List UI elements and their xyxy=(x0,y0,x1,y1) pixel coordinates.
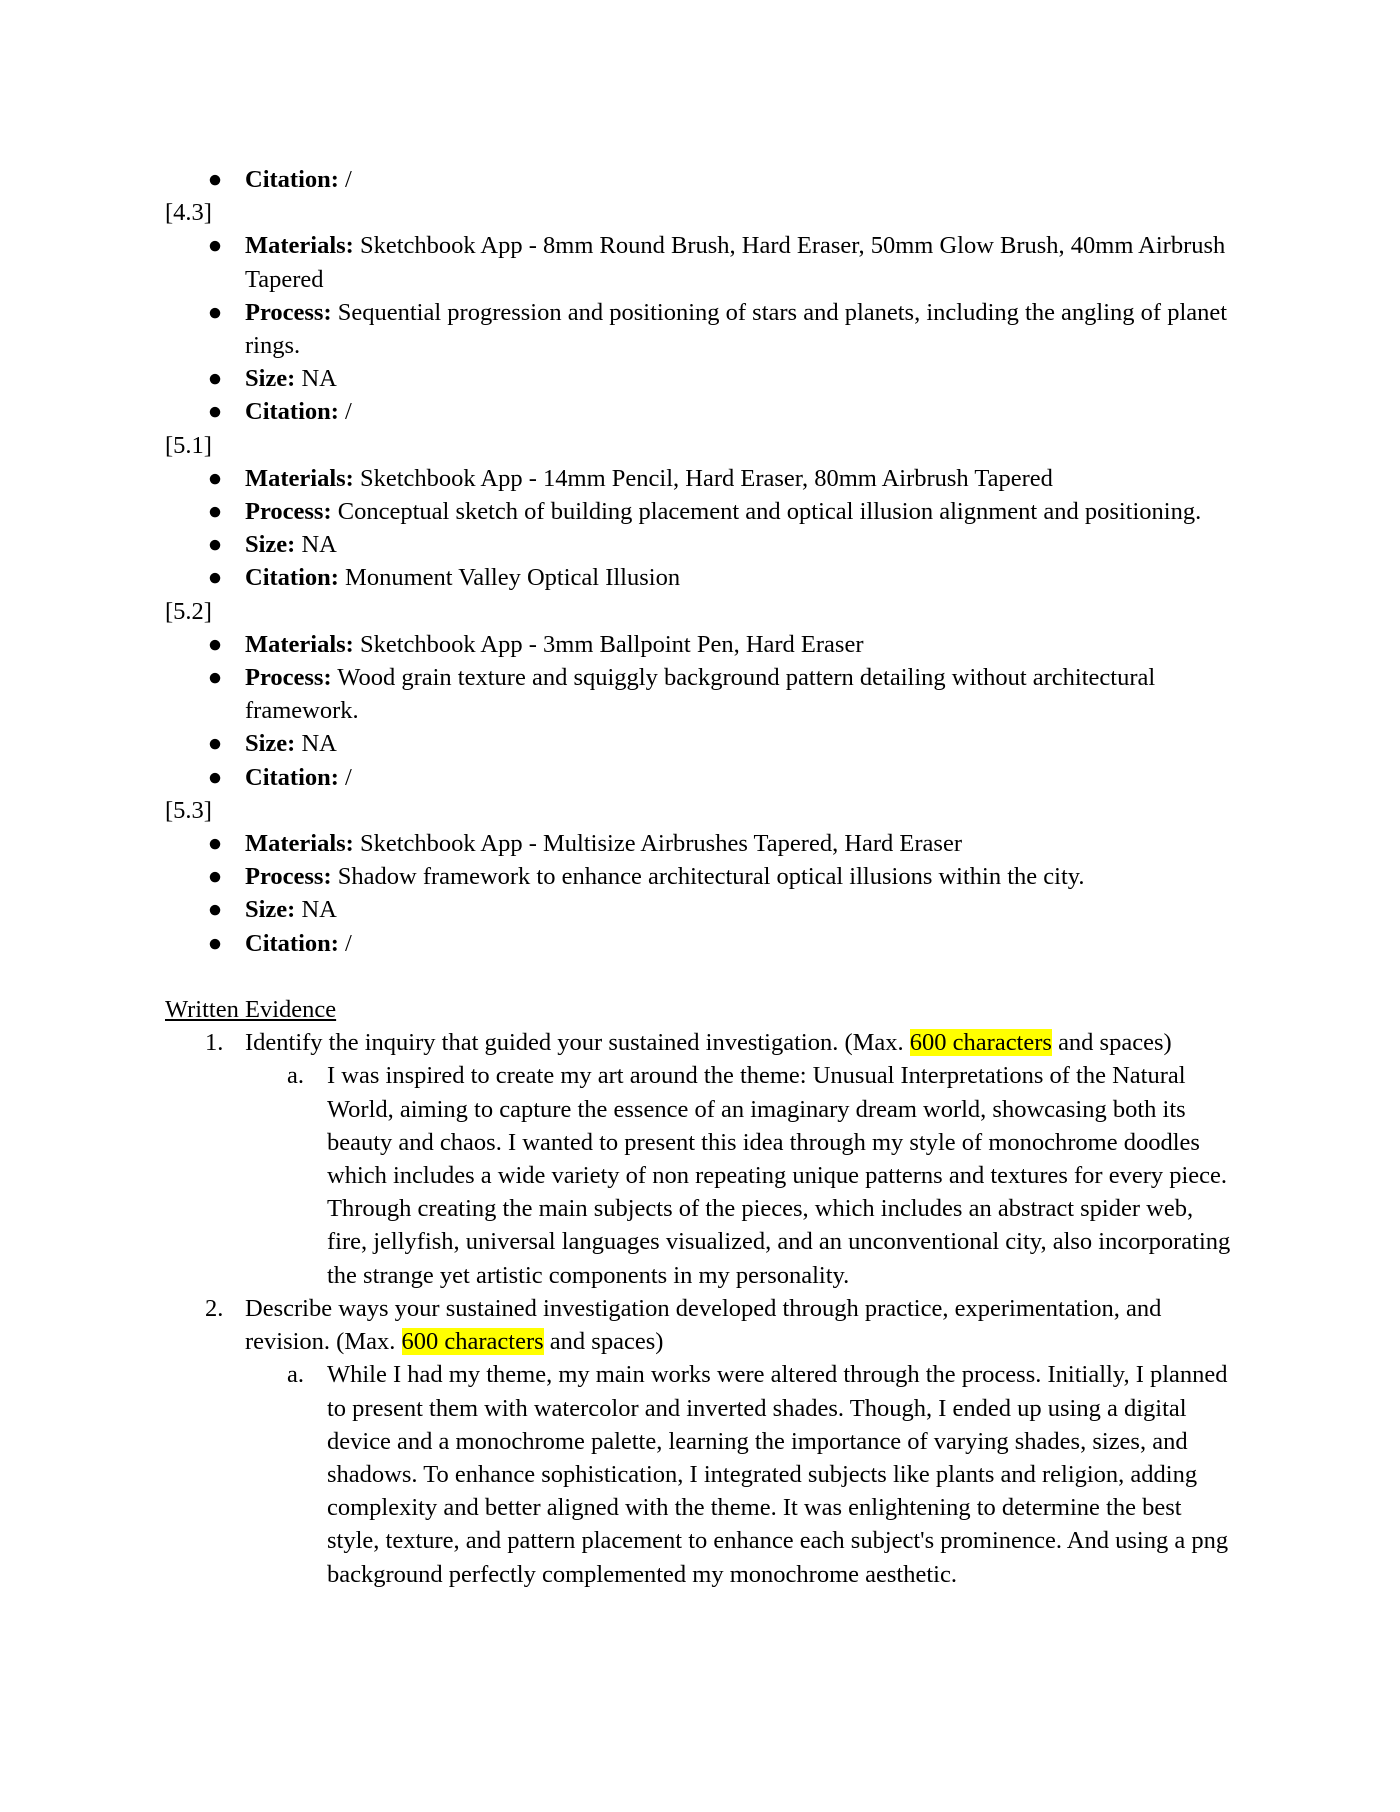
item-value: NA xyxy=(295,531,337,559)
item-key: Citation: xyxy=(245,929,339,957)
item-key: Materials: xyxy=(245,830,354,858)
entry-list xyxy=(165,462,1235,595)
question-prompt xyxy=(245,1029,1172,1056)
item-key: Citation: xyxy=(245,398,339,426)
question-number: 2. xyxy=(205,1294,224,1322)
item-value: Sketchbook App - 14mm Pencil, Hard Eraser, 80mm Airbrush Tapered xyxy=(353,464,1053,492)
bullet-icon: ● xyxy=(207,929,223,957)
entry-label: [4.3] xyxy=(165,199,212,227)
list-item xyxy=(207,661,1235,727)
bullet-icon: ● xyxy=(207,464,223,492)
list-item xyxy=(207,495,1235,528)
answer-text: While I had my theme, my main works were altered through the process. Initially, I planned to present them with watercolor and inverted shades. Though, I ended up using a digital device and a monochrome palette, learning the importance of varying shades, sizes, and shadows. To enhance sophistication, I integrated subjects like plants and religion, adding complexity and better aligned with the theme. It was enlightening to determine the best style, texture, and pattern placement to enhance each subject's prominence. And using a png background perfectly complemented my monochrome aesthetic. xyxy=(327,1361,1229,1588)
answer-letter: a. xyxy=(287,1361,304,1389)
item-value: NA xyxy=(295,365,337,393)
item-value: Conceptual sketch of building placement and optical illusion alignment and positioning. xyxy=(331,498,1202,526)
item-value: / xyxy=(338,398,352,426)
list-item xyxy=(207,827,1235,860)
item-key: Process: xyxy=(245,664,332,692)
bullet-icon: ● xyxy=(207,863,223,891)
bullet-icon: ● xyxy=(207,564,223,592)
list-item xyxy=(207,362,1235,395)
section-spacer xyxy=(165,960,1235,993)
item-key: Process: xyxy=(245,298,332,326)
list-item xyxy=(207,296,1235,362)
list-item xyxy=(207,761,1235,794)
list-item xyxy=(207,927,1235,960)
item-key: Citation: xyxy=(245,763,339,791)
question-list xyxy=(165,1026,1235,1590)
list-item xyxy=(207,561,1235,594)
bullet-icon: ● xyxy=(207,830,223,858)
item-value: Shadow framework to enhance architectural optical illusions within the city. xyxy=(331,863,1085,891)
bullet-icon: ● xyxy=(207,298,223,326)
item-value: Wood grain texture and squiggly background pattern detailing without architectural framework. xyxy=(245,664,1156,725)
item-key: Size: xyxy=(245,896,296,924)
question-prompt xyxy=(245,1295,1161,1355)
list-item xyxy=(207,395,1235,428)
item-value: Sketchbook App - 8mm Round Brush, Hard Eraser, 50mm Glow Brush, 40mm Airbrush Tapered xyxy=(245,232,1226,293)
prompt-text: and spaces) xyxy=(543,1328,664,1356)
question-item xyxy=(205,1026,1235,1292)
answer-text: I was inspired to create my art around the theme: Unusual Interpretations of the Natural World, aiming to capture the essence of an imaginary dream world, showcasing both its beauty and chaos. I wanted to present this idea through my style of monochrome doodles which includes a wide variety of non repeating unique patterns and textures for every piece. Through creating the main subjects of the pieces, which includes an abstract spider web, fire, jellyfish, universal languages visualized, and an unconventional city, also incorporating the strange yet artistic components in my personality. xyxy=(327,1062,1231,1289)
bullet-icon: ● xyxy=(207,232,223,260)
list-item xyxy=(207,528,1235,561)
question-item xyxy=(205,1292,1235,1591)
bullet-icon: ● xyxy=(207,896,223,924)
item-key: Size: xyxy=(245,531,296,559)
highlighted-text: 600 characters xyxy=(909,1029,1052,1057)
bullet-icon: ● xyxy=(207,763,223,791)
entry-label: [5.1] xyxy=(165,431,212,459)
prompt-text: Identify the inquiry that guided your sustained investigation. (Max. xyxy=(245,1029,910,1057)
entry-list xyxy=(165,827,1235,960)
entry-list xyxy=(165,628,1235,794)
item-value: NA xyxy=(295,896,337,924)
bullet-icon: ● xyxy=(207,730,223,758)
bullet-icon: ● xyxy=(207,365,223,393)
document-content xyxy=(165,163,1235,1591)
item-key: Process: xyxy=(245,498,332,526)
item-key: Citation: xyxy=(245,166,339,193)
prompt-text: and spaces) xyxy=(1051,1029,1172,1057)
item-key: Size: xyxy=(245,365,296,393)
list-item xyxy=(207,628,1235,661)
answer-list xyxy=(245,1358,1235,1590)
list-item xyxy=(207,163,1235,196)
answer-letter: a. xyxy=(287,1062,304,1090)
item-key: Citation: xyxy=(245,564,339,592)
item-value: / xyxy=(338,166,352,193)
prompt-text: Describe ways your sustained investigation developed through practice, experimentation, and revision. (Max. xyxy=(245,1294,1162,1356)
item-value: Sketchbook App - Multisize Airbrushes Tapered, Hard Eraser xyxy=(353,830,962,858)
item-value: / xyxy=(338,929,352,957)
answer-item xyxy=(287,1059,1235,1291)
item-value: Sketchbook App - 3mm Ballpoint Pen, Hard Eraser xyxy=(353,630,864,658)
item-key: Materials: xyxy=(245,464,354,492)
list-item xyxy=(207,893,1235,926)
item-key: Process: xyxy=(245,863,332,891)
bullet-icon: ● xyxy=(207,630,223,658)
entry-label: [5.3] xyxy=(165,796,212,824)
bullet-icon: ● xyxy=(207,531,223,559)
item-value: / xyxy=(338,763,352,791)
list-item xyxy=(207,462,1235,495)
item-key: Materials: xyxy=(245,630,354,658)
answer-item xyxy=(287,1358,1235,1590)
highlighted-text: 600 characters xyxy=(401,1328,544,1356)
bullet-icon: ● xyxy=(207,664,223,692)
section-heading: Written Evidence xyxy=(165,996,337,1024)
list-item xyxy=(207,727,1235,760)
item-key: Materials: xyxy=(245,232,354,260)
question-number: 1. xyxy=(205,1029,224,1057)
list-item xyxy=(207,229,1235,295)
bullet-icon: ● xyxy=(207,166,223,193)
entry-label: [5.2] xyxy=(165,597,212,625)
top-citation-list xyxy=(165,163,1235,196)
item-value: NA xyxy=(295,730,337,758)
item-key: Size: xyxy=(245,730,296,758)
entry-list xyxy=(165,229,1235,428)
bullet-icon: ● xyxy=(207,498,223,526)
bullet-icon: ● xyxy=(207,398,223,426)
item-value: Sequential progression and positioning of stars and planets, including the angling of planet rings. xyxy=(245,298,1228,360)
answer-list xyxy=(245,1059,1235,1291)
item-value: Monument Valley Optical Illusion xyxy=(338,564,681,592)
list-item xyxy=(207,860,1235,893)
